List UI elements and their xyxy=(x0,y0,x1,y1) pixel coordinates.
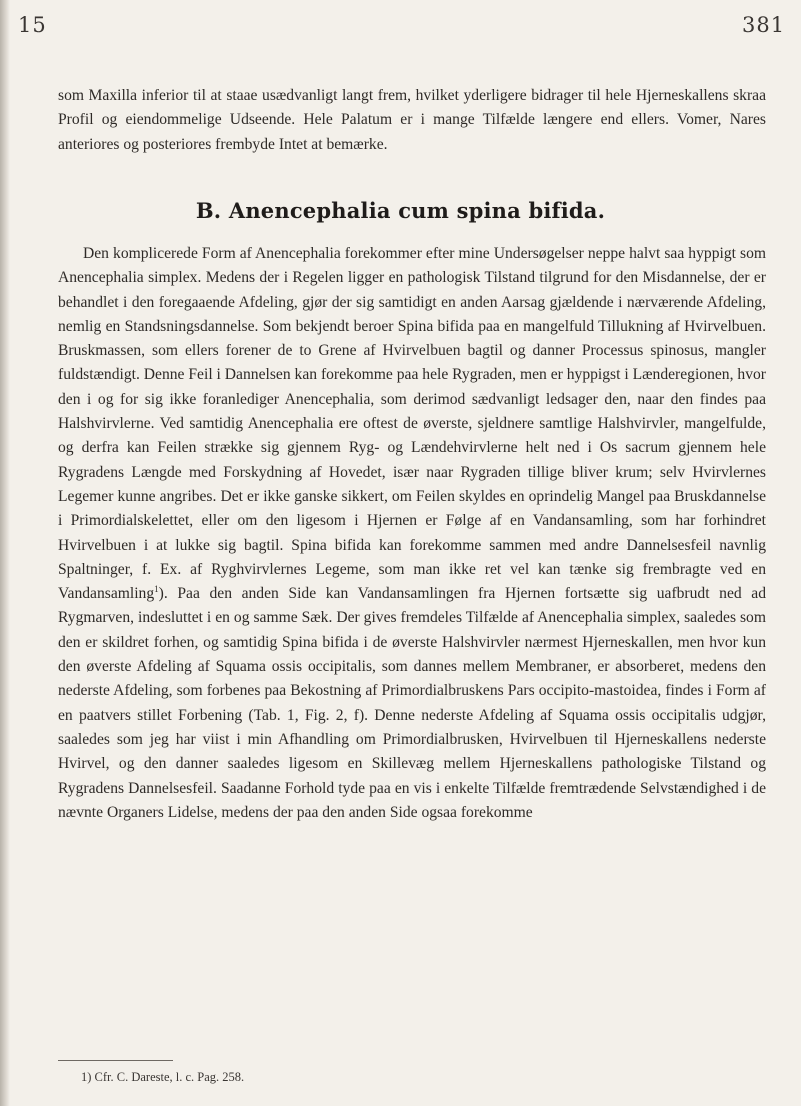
footnote-text: Cfr. C. Dareste, l. c. Pag. 258. xyxy=(94,1070,245,1084)
signature-number: 15 xyxy=(18,13,47,37)
body-paragraph xyxy=(58,242,766,825)
body-text: Den komplicerede Form af Anencephalia forekommer efter mine Undersøgelser neppe halvt saa hyppigt som Anencephalia simplex. Medens der i Regelen ligger en pathologisk Tilstand tilgrund for den Misdannelse, der er behandlet i den foregaaende Afdeling, gjør der sig samtidigt en anden Aarsag gjældende i nærværende Afdeling, nemlig en Standsningsdannelse. Som bekjendt beroer Spina bifida paa en mangelfuld Tillukning af Hvirvelbuen. Bruskmassen, som ellers forener de to Grene af Hvirvelbuen bagtil og danner Processus spinosus, mangler fuldstændigt. Denne Feil i Dannelsen kan forekomme paa hele Rygraden, men er hyppigst i Lænderegionen, hvor den i og for sig ikke foranlediger Anencephalia, som derimod sædvanligt ledsager den, naar den findes paa Halshvirvlerne. Ved samtidig Anencephalia ere oftest de øverste, sjeldnere samtlige Halshvirvler, mangelfulde, og derfra kan Feilen strække sig gjennem Ryg- og Lændehvirvlerne helt ned i Os sacrum gjennem hele Rygradens Længde med Forskydning af Hovedet, især naar Rygraden tillige bliver krum; selv Hvirvlernes Legemer kunne angribes. Det er ikke ganske sikkert, om Feilen skyldes en oprindelig Mangel paa Bruskdannelse i Primordialskelettet, eller om den ligesom i Hjernen er Følge af en Vandansamling, som har forhindret Hvirvelbuen i at lukke sig bagtil. Spina bifida kan forekomme sammen med andre Dannelsesfeil navnlig Spaltninger, f. Ex. af Ryghvirvlernes Legeme, som man ikke ret vel kan tænke sig frembragte ved en Vandansamling$^1$). Paa den anden Side kan Vandansamlingen fra Hjernen fortsætte sig uafbrudt ned ad Rygmarven, indesluttet i en og samme Sæk. Der gives fremdeles Tilfælde af Anencephalia simplex, saaledes som den er skildret forhen, og samtidig Spina bifida i de øverste Halshvirvler nærmest Hjerneskallen, men hvor kun den øverste Afdeling af Squama ossis occipitalis, som dannes mellem Membraner, er absorberet, medens den nederste Afdeling, som forbenes paa Bekostning af Primordialbruskens Pars occipito-mastoidea, findes i Form af en paatvers stillet Forbening (Tab. 1, Fig. 2, f). Denne nederste Afdeling af Squama ossis occipitalis udgjør, saaledes som jeg har viist i min Afhandling om Primordialbrusken, Hvirvelbuen til Hjerneskallens nederste Hvirvel, og den danner saaledes ligesom en Skillevæg mellem Hjerneskallens pathologiske Tilstand og Rygradens Dannelsesfeil. Saadanne Forhold tyde paa en vis i enkelte Tilfælde fremtrædende Selvstændighed i de nævnte Organers Lidelse, medens der paa den anden Side ogsaa forekomme xyxy=(58,245,766,821)
footnote-mark: 1) xyxy=(81,1070,92,1084)
footnote xyxy=(81,1070,244,1085)
body-text-part-1: Den komplicerede Form af Anencephalia forekommer efter mine Undersøgelser neppe halvt saa hyppigt som Anencephalia simplex. Medens der i Regelen ligger en pathologisk Tilstand tilgrund for den Misdannelse, der er behandlet i den foregaaende Afdeling, gjør der sig samtidigt en anden Aarsag gjældende i nærværende Afdeling, nemlig en Standsningsdannelse. Som bekjendt beroer Spina bifida paa en mangelfuld Tillukning af Hvirvelbuen. Bruskmassen, som ellers forener de to Grene af Hvirvelbuen bagtil og danner Processus spinosus, mangler fuldstændigt. Denne Feil i Dannelsen kan forekomme paa hele Rygraden, men er hyppigst i Lænderegionen, hvor den i og for sig ikke foranlediger Anencephalia, som derimod sædvanligt ledsager den, naar den findes paa Halshvirvlerne. Ved samtidig Anencephalia ere oftest de øverste, sjeldnere samtlige Halshvirvler, mangelfulde, og derfra kan Feilen strække sig gjennem Ryg- og Lændehvirvlerne helt ned i Os sacrum gjennem hele Rygradens Længde med Forskydning af Hovedet, især naar Rygraden tillige bliver krum; selv Hvirvlernes Legemer kunne angribes. Det er ikke ganske sikkert, om Feilen skyldes en oprindelig Mangel paa Bruskdannelse i Primordialskelettet, eller om den ligesom i Hjernen er Følge af en Vandansamling, som har forhindret Hvirvelbuen i at lukke sig bagtil. Spina bifida kan forekomme sammen med andre Dannelsesfeil navnlig Spaltninger, f. Ex. af Ryghvirvlernes Legeme, som man ikke ret vel kan tænke sig frembragte ved en Vandansamling xyxy=(58,245,766,603)
body-text-part-2: . Paa den anden Side kan Vandansamlingen fra Hjernen fortsætte sig uafbrudt ned ad Rygmarven, indesluttet i en og samme Sæk. Der gives fremdeles Tilfælde af Anencephalia simplex, saaledes som den er skildret forhen, og samtidig Spina bifida i de øverste Halshvirvler nærmest Hjerneskallen, men hvor kun den øverste Afdeling af Squama ossis occipitalis, som dannes mellem Membraner, er absorberet, medens den nederste Afdeling, som forbenes paa Bekostning af Primordialbruskens Pars occipito-mastoidea, findes i Form af en paatvers stillet Forbening (Tab. 1, Fig. 2, f). Denne nederste Afdeling af Squama ossis occipitalis udgjør, saaledes som jeg har viist i min Afhandling om Primordialbrusken, Hvirvelbuen til Hjerneskallens nederste Hvirvel, og den danner saaledes ligesom en Skillevæg mellem Hjerneskallens pathologiske Tilstand og Rygradens Dannelsesfeil. Saadanne Forhold tyde paa en vis i enkelte Tilfælde fremtrædende Selvstændighed i de nævnte Organers Lidelse, medens der paa den anden Side ogsaa forekomme xyxy=(58,585,766,821)
page-binding-edge xyxy=(0,0,10,1106)
footnote-divider xyxy=(58,1060,173,1061)
page-number: 381 xyxy=(742,13,786,37)
section-title: B. Anencephalia cum spina bifida. xyxy=(195,198,606,223)
intro-text: som Maxilla inferior til at staae usædvanligt langt frem, hvilket yderligere bidrager til hele Hjerneskallens skraa Profil og eiendommelige Udseende. Hele Palatum er i mange Tilfælde længere end ellers. Vomer, Nares anteriores og posteriores frembyde Intet at bemærke. xyxy=(58,87,766,153)
footnote-reference[interactable]: 1 xyxy=(154,583,159,594)
intro-paragraph xyxy=(58,84,766,157)
